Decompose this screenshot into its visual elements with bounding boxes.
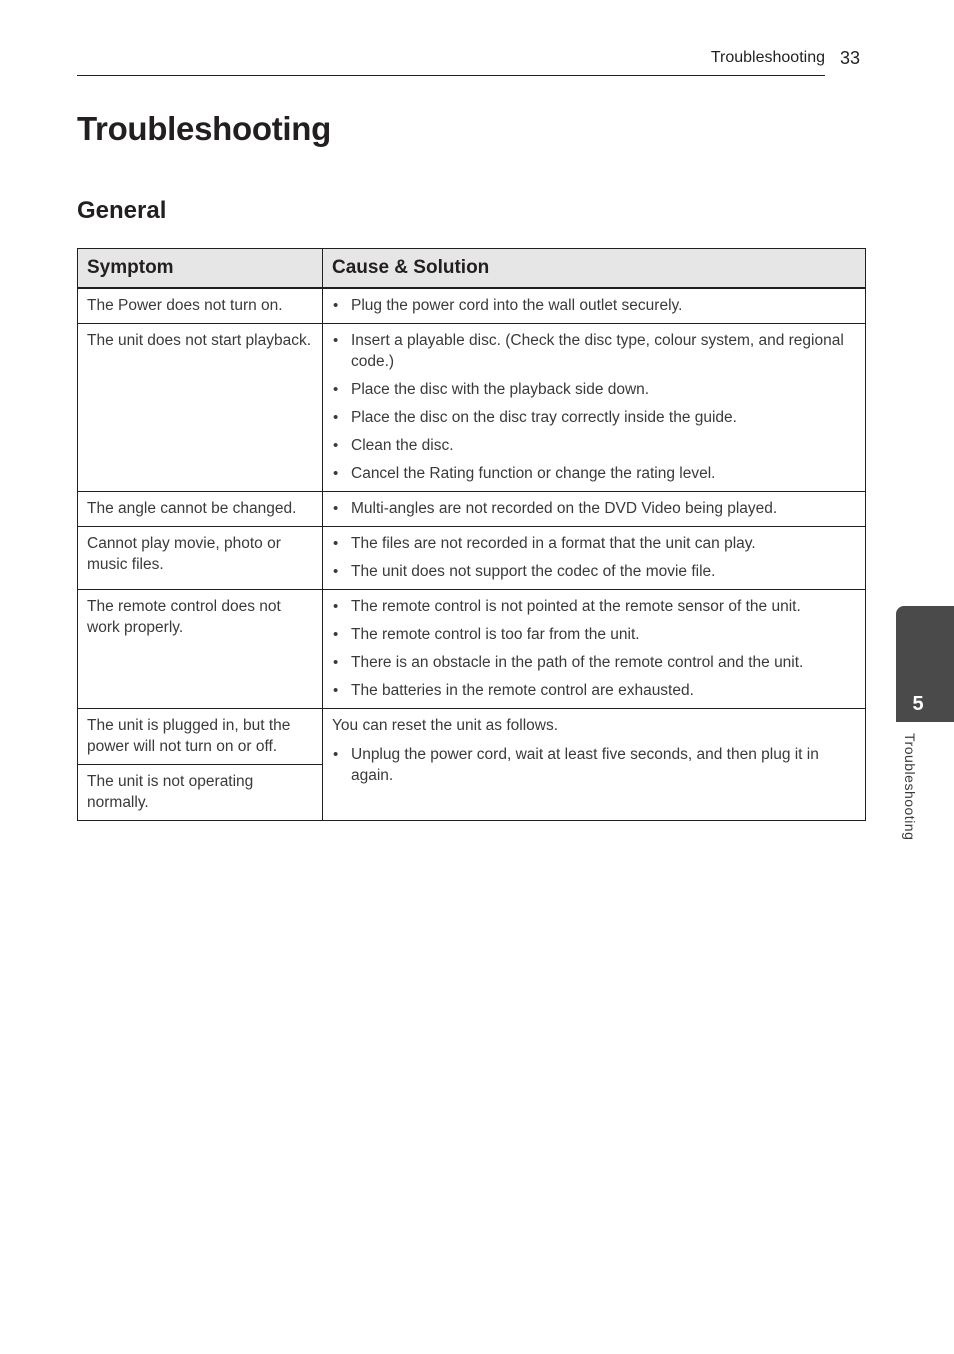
solution-intro: You can reset the unit as follows. [332, 717, 559, 734]
list-item: • The remote control is not pointed at the remote sensor of the unit. [333, 598, 801, 615]
page-title: Troubleshooting [77, 110, 331, 147]
bullet-icon: • [333, 563, 339, 580]
bullet-icon: • [333, 437, 339, 454]
list-item: • Clean the disc. [333, 437, 454, 454]
table-row [78, 324, 866, 492]
list-item: • Plug the power cord into the wall outlet securely. [333, 297, 683, 314]
solution-list [332, 533, 856, 582]
table-row [78, 288, 866, 324]
solution-list [332, 498, 856, 519]
list-item: • Unplug the power cord, wait at least five seconds, and then plug it in again. [333, 746, 819, 784]
list-item: • The batteries in the remote control are exhausted. [333, 682, 694, 699]
solution-cell [323, 527, 866, 590]
solution-cell [323, 590, 866, 709]
list-item: • The remote control is too far from the unit. [333, 626, 640, 643]
bullet-icon: • [333, 535, 339, 552]
table-row [78, 527, 866, 590]
column-header-cause-solution: Cause & Solution [323, 249, 866, 289]
symptom-cell: The Power does not turn on. [78, 288, 323, 324]
section-title: General [77, 197, 167, 224]
header-section-title: Troubleshooting [710, 49, 825, 66]
bullet-icon: • [333, 500, 339, 517]
bullet-icon: • [333, 654, 339, 671]
chapter-label: Troubleshooting [902, 733, 918, 841]
bullet-icon: • [333, 381, 339, 398]
solution-list [332, 330, 856, 484]
solution-list [332, 596, 856, 701]
table-row [78, 590, 866, 709]
list-item: • Place the disc on the disc tray correctly inside the guide. [333, 409, 737, 426]
column-header-symptom: Symptom [78, 249, 323, 289]
symptom-cell: The remote control does not work properly. [78, 590, 323, 709]
bullet-icon: • [333, 297, 339, 314]
symptom-cell: The angle cannot be changed. [78, 492, 323, 527]
bullet-icon: • [333, 465, 339, 482]
table-row [78, 709, 866, 765]
list-item: • Place the disc with the playback side down. [333, 381, 650, 398]
symptom-cell: The unit is not operating normally. [78, 765, 323, 821]
chapter-tab [896, 606, 954, 722]
solution-cell [323, 709, 866, 821]
solution-list [332, 744, 856, 786]
solution-cell [323, 288, 866, 324]
list-item: • The unit does not support the codec of the movie file. [333, 563, 716, 580]
table-row [78, 492, 866, 527]
symptom-cell: The unit is plugged in, but the power will not turn on or off. [78, 709, 323, 765]
list-item: • Multi-angles are not recorded on the DVD Video being played. [333, 500, 778, 517]
solution-cell [323, 324, 866, 492]
bullet-icon: • [333, 332, 339, 349]
solution-cell [323, 492, 866, 527]
bullet-icon: • [333, 682, 339, 699]
page-number: 33 [840, 48, 861, 68]
troubleshooting-table [77, 248, 866, 821]
running-header [77, 46, 825, 76]
bullet-icon: • [333, 626, 339, 643]
table-header-row [78, 249, 866, 289]
bullet-icon: • [333, 598, 339, 615]
bullet-icon: • [333, 746, 339, 763]
list-item: • The files are not recorded in a format that the unit can play. [333, 535, 756, 552]
solution-list [332, 295, 856, 316]
list-item: • Cancel the Rating function or change the rating level. [333, 465, 716, 482]
symptom-cell: The unit does not start playback. [78, 324, 323, 492]
chapter-number: 5 [912, 693, 924, 715]
list-item: • Insert a playable disc. (Check the disc type, colour system, and regional code.) [333, 332, 844, 370]
bullet-icon: • [333, 409, 339, 426]
list-item: • There is an obstacle in the path of the remote control and the unit. [333, 654, 804, 671]
symptom-cell: Cannot play movie, photo or music files. [78, 527, 323, 590]
